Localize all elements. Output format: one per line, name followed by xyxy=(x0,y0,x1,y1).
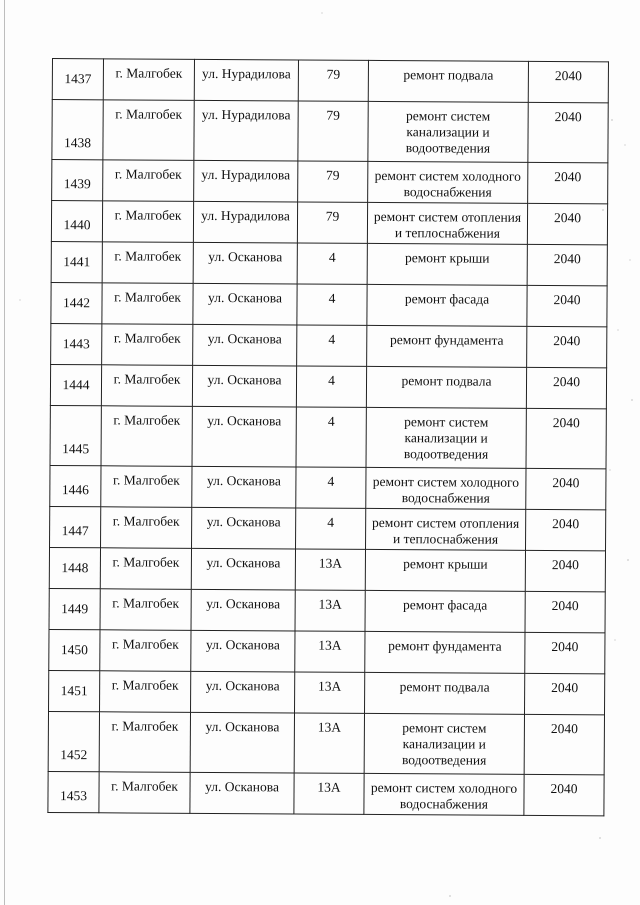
cell-city: г. Малгобек xyxy=(102,242,193,284)
cell-city: г. Малгобек xyxy=(100,630,191,672)
scan-speck xyxy=(599,837,600,838)
cell-work-type: ремонт подвала xyxy=(366,366,526,408)
cell-house: 13А xyxy=(294,773,364,814)
cell-city: г. Малгобек xyxy=(101,406,192,467)
cell-street: ул. Нурадилова xyxy=(193,201,297,243)
cell-city: г. Малгобек xyxy=(102,283,193,325)
cell-city: г. Малгобек xyxy=(102,324,193,366)
cell-number: 1450 xyxy=(49,629,100,670)
cell-city: г. Малгобек xyxy=(99,772,190,814)
scan-speck xyxy=(611,119,612,120)
cell-street: ул. Осканова xyxy=(191,589,295,631)
cell-street: ул. Осканова xyxy=(191,630,295,672)
cell-city: г. Малгобек xyxy=(100,671,191,713)
cell-number: 1447 xyxy=(50,506,101,547)
page-edge-line xyxy=(4,0,5,905)
scan-speck xyxy=(630,260,631,261)
cell-city: г. Малгобек xyxy=(101,466,192,508)
cell-number: 1439 xyxy=(52,160,103,201)
cell-house: 13А xyxy=(295,590,365,631)
cell-house: 4 xyxy=(296,467,366,508)
cell-work-type: ремонт фасада xyxy=(365,590,525,632)
cell-city: г. Малгобек xyxy=(103,160,194,202)
scan-speck xyxy=(618,330,619,331)
cell-year: 2040 xyxy=(525,591,605,632)
table-row xyxy=(51,201,607,245)
cell-year: 2040 xyxy=(524,673,604,714)
cell-number: 1448 xyxy=(49,547,100,588)
cell-city: г. Малгобек xyxy=(103,59,194,101)
cell-number: 1453 xyxy=(48,771,99,812)
cell-street: ул. Осканова xyxy=(192,365,296,407)
cell-year: 2040 xyxy=(527,326,607,367)
cell-work-type: ремонт крыши xyxy=(367,243,527,285)
table-row xyxy=(49,629,605,673)
cell-street: ул. Осканова xyxy=(193,242,297,284)
table-row xyxy=(50,405,606,468)
cell-city: г. Малгобек xyxy=(100,548,191,590)
cell-work-type: ремонт систем канализации и водоотведения xyxy=(364,713,524,774)
cell-number: 1444 xyxy=(50,364,101,405)
table-row xyxy=(51,282,607,326)
table-row xyxy=(50,465,606,509)
repair-schedule-table xyxy=(47,58,609,816)
scan-speck xyxy=(627,559,628,560)
table-row xyxy=(52,160,608,204)
cell-year: 2040 xyxy=(528,162,608,203)
cell-street: ул. Осканова xyxy=(192,507,296,549)
cell-work-type: ремонт подвала xyxy=(365,672,525,714)
cell-year: 2040 xyxy=(525,632,605,673)
cell-house: 79 xyxy=(297,202,367,243)
cell-number: 1437 xyxy=(52,59,103,100)
table-row xyxy=(48,771,604,815)
cell-number: 1449 xyxy=(49,588,100,629)
cell-work-type: ремонт систем отопления и теплоснабжения xyxy=(367,202,527,244)
cell-city: г. Малгобек xyxy=(103,100,194,161)
cell-number: 1440 xyxy=(51,201,102,242)
table-row xyxy=(49,588,605,632)
cell-city: г. Малгобек xyxy=(101,365,192,407)
cell-work-type: ремонт систем холодного водоснабжения xyxy=(368,161,528,203)
scan-speck xyxy=(449,895,450,896)
cell-work-type: ремонт систем канализации и водоотведения xyxy=(366,407,526,468)
cell-house: 13А xyxy=(295,631,365,672)
cell-street: ул. Осканова xyxy=(190,772,294,814)
cell-year: 2040 xyxy=(527,285,607,326)
table-row xyxy=(52,100,608,163)
cell-street: ул. Осканова xyxy=(191,671,295,713)
cell-number: 1452 xyxy=(48,711,99,771)
cell-city: г. Малгобек xyxy=(101,507,192,549)
cell-number: 1443 xyxy=(51,323,102,364)
cell-work-type: ремонт подвала xyxy=(368,60,528,102)
cell-street: ул. Осканова xyxy=(193,324,297,366)
cell-house: 4 xyxy=(297,325,367,366)
cell-street: ул. Осканова xyxy=(191,548,295,590)
table-row xyxy=(50,506,606,550)
table-row xyxy=(52,59,608,103)
cell-house: 13А xyxy=(294,713,364,773)
cell-city: г. Малгобек xyxy=(99,712,190,773)
cell-house: 79 xyxy=(298,161,368,202)
cell-work-type: ремонт систем отопления и теплоснабжения xyxy=(366,508,526,550)
cell-street: ул. Осканова xyxy=(193,283,297,325)
table-body xyxy=(48,59,609,816)
cell-year: 2040 xyxy=(524,774,604,815)
scan-speck xyxy=(610,470,611,471)
cell-year: 2040 xyxy=(526,408,606,468)
cell-number: 1446 xyxy=(50,465,101,506)
cell-year: 2040 xyxy=(524,714,604,774)
cell-house: 4 xyxy=(297,243,367,284)
cell-house: 4 xyxy=(296,508,366,549)
cell-house: 4 xyxy=(296,407,366,467)
table-row xyxy=(48,711,604,774)
cell-year: 2040 xyxy=(526,468,606,509)
cell-street: ул. Осканова xyxy=(190,712,294,773)
scan-speck xyxy=(20,300,21,301)
cell-house: 4 xyxy=(297,284,367,325)
cell-street: ул. Нурадилова xyxy=(194,59,298,101)
cell-house: 4 xyxy=(296,366,366,407)
table-row xyxy=(49,670,605,714)
scan-speck xyxy=(631,399,632,400)
table-row xyxy=(51,323,607,367)
table-row xyxy=(51,241,607,285)
cell-year: 2040 xyxy=(528,61,608,102)
cell-number: 1445 xyxy=(50,405,101,465)
cell-work-type: ремонт систем холодного водоснабжения xyxy=(366,467,526,509)
cell-city: г. Малгобек xyxy=(100,589,191,631)
cell-year: 2040 xyxy=(527,244,607,285)
cell-number: 1438 xyxy=(52,100,103,160)
cell-work-type: ремонт фасада xyxy=(367,284,527,326)
cell-number: 1441 xyxy=(51,241,102,282)
cell-work-type: ремонт систем канализации и водоотведения xyxy=(368,101,528,162)
cell-house: 79 xyxy=(298,101,368,161)
cell-work-type: ремонт фундамента xyxy=(367,325,527,367)
scan-speck xyxy=(615,640,616,641)
cell-year: 2040 xyxy=(526,367,606,408)
cell-work-type: ремонт фундамента xyxy=(365,631,525,673)
cell-house: 79 xyxy=(298,60,368,101)
cell-house: 13А xyxy=(295,672,365,713)
cell-street: ул. Нурадилова xyxy=(194,100,298,161)
table-row xyxy=(50,364,606,408)
cell-work-type: ремонт крыши xyxy=(365,549,525,591)
cell-house: 13А xyxy=(295,549,365,590)
cell-year: 2040 xyxy=(527,203,607,244)
cell-number: 1442 xyxy=(51,282,102,323)
cell-street: ул. Осканова xyxy=(192,406,296,467)
cell-year: 2040 xyxy=(526,509,606,550)
cell-year: 2040 xyxy=(525,550,605,591)
cell-street: ул. Нурадилова xyxy=(194,160,298,202)
cell-year: 2040 xyxy=(528,102,608,162)
cell-city: г. Малгобек xyxy=(102,201,193,243)
scan-speck xyxy=(625,145,626,146)
cell-number: 1451 xyxy=(49,670,100,711)
cell-work-type: ремонт систем холодного водоснабжения xyxy=(364,773,524,815)
table-row xyxy=(49,547,605,591)
cell-street: ул. Осканова xyxy=(192,466,296,508)
scan-speck xyxy=(322,13,323,14)
